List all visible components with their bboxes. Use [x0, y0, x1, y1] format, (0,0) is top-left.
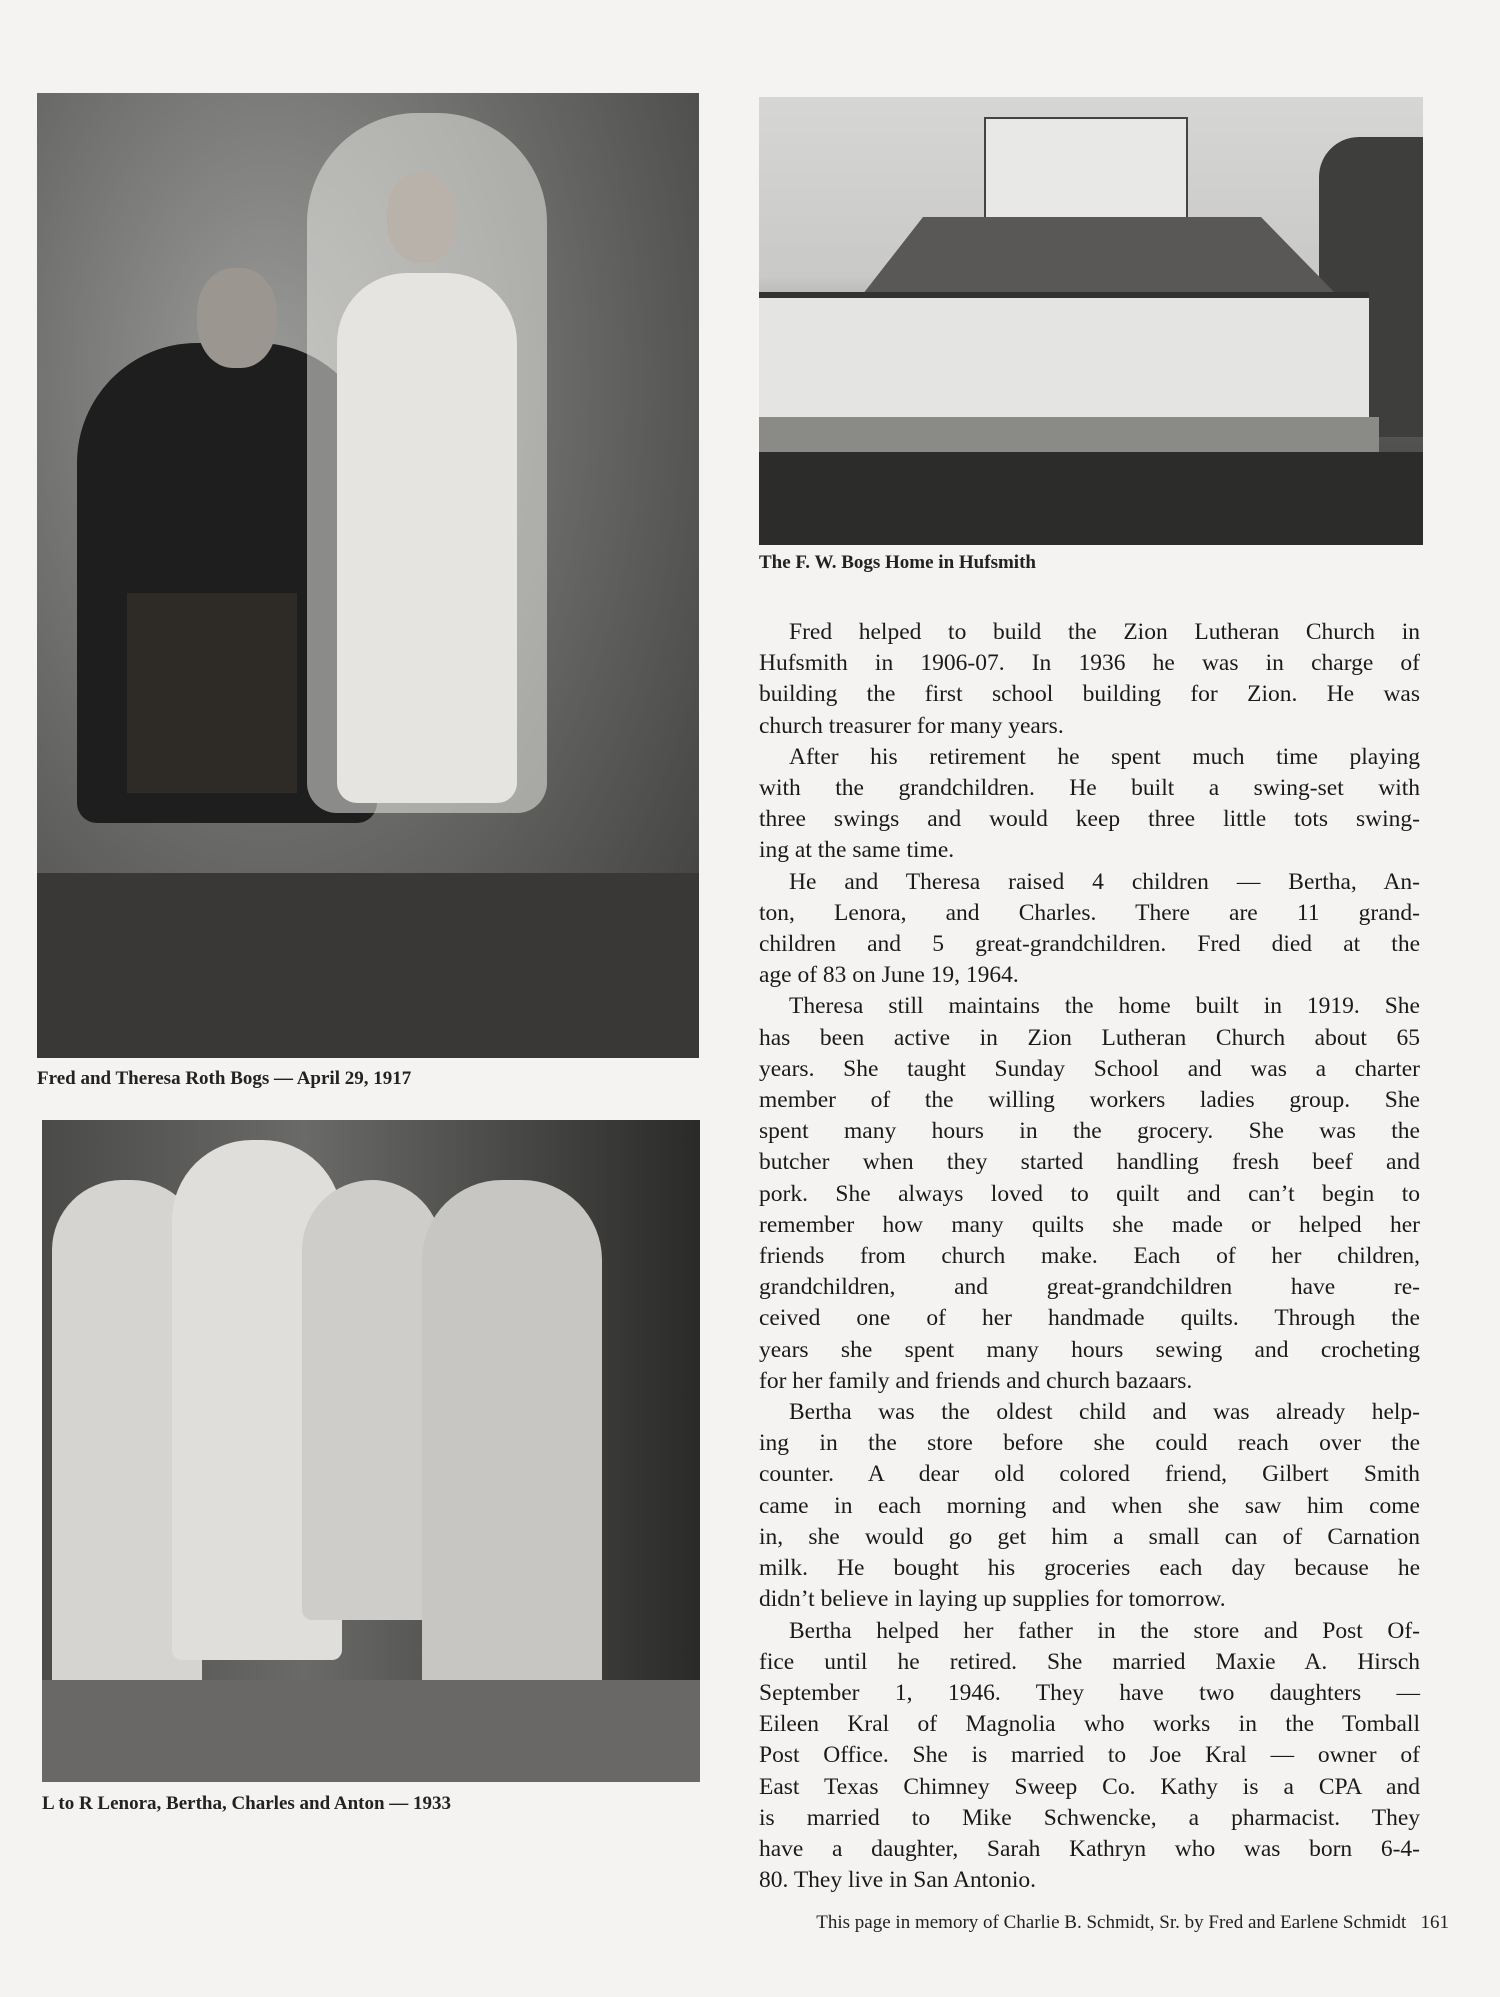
text-line: ceived one of her handmade quilts. Through the [759, 1305, 1420, 1332]
text-line: After his retirement he spent much time playing [789, 743, 1420, 770]
article-paragraph [759, 1397, 1420, 1615]
article-paragraph [759, 991, 1420, 1397]
lawn [759, 452, 1423, 545]
article-paragraph [759, 867, 1420, 992]
text-line: counter. A dear old colored friend, Gilbert Smith [759, 1461, 1420, 1488]
groom-head [197, 268, 277, 368]
text-line: in, she would go get him a small can of Carnation [759, 1523, 1420, 1550]
house-photo-caption: The F. W. Bogs Home in Hufsmith [759, 552, 1036, 573]
text-line: ton, Lenora, and Charles. There are 11 grand- [759, 899, 1420, 926]
text-line: September 1, 1946. They have two daughters — [759, 1679, 1420, 1706]
text-line: grandchildren, and great-grandchildren have re- [759, 1274, 1420, 1301]
bride-head [387, 173, 457, 263]
dedication-text: This page in memory of Charlie B. Schmidt, Sr. by Fred and Earlene Schmidt [816, 1912, 1407, 1933]
text-line: years she spent many hours sewing and crocheting [759, 1336, 1420, 1363]
text-line: for her family and friends and church bazaars. [759, 1367, 1193, 1394]
text-line: friends from church make. Each of her children, [759, 1243, 1420, 1270]
text-line: milk. He bought his groceries each day because he [759, 1555, 1420, 1582]
text-line: remember how many quilts she made or helped her [759, 1211, 1420, 1238]
text-line: is married to Mike Schwencke, a pharmacist. They [759, 1804, 1420, 1831]
text-line: Fred helped to build the Zion Lutheran Church in [789, 619, 1420, 645]
text-line: ing in the store before she could reach over the [759, 1430, 1420, 1457]
text-line: spent many hours in the grocery. She was the [759, 1118, 1420, 1145]
text-line: didn’t believe in laying up supplies for tomorrow. [759, 1586, 1226, 1613]
text-line: East Texas Chimney Sweep Co. Kathy is a CPA and [759, 1773, 1420, 1800]
article-paragraph [759, 1616, 1420, 1897]
text-line: three swings and would keep three little tots swing- [759, 806, 1420, 833]
wedding-photo-caption: Fred and Theresa Roth Bogs — April 29, 1917 [37, 1068, 412, 1089]
flower-beds [759, 417, 1379, 457]
children-photo [42, 1120, 700, 1782]
text-line: has been active in Zion Lutheran Church about 65 [759, 1024, 1420, 1051]
article-paragraph [759, 617, 1420, 742]
text-line: Bertha helped her father in the store and Post Of- [789, 1617, 1420, 1644]
text-line: with the grandchildren. He built a swing-set with [759, 775, 1420, 802]
text-line: Theresa still maintains the home built in 1919. She [789, 993, 1420, 1020]
article-paragraph [759, 742, 1420, 867]
page-footer [816, 1912, 1449, 1934]
porch-step [42, 1680, 700, 1782]
text-line: have a daughter, Sarah Kathryn who was born 6-4- [759, 1835, 1420, 1862]
child-anton [422, 1180, 602, 1760]
text-line: ing at the same time. [759, 837, 955, 864]
article-text [759, 617, 1420, 1896]
wedding-photo [37, 93, 699, 1058]
text-line: Hufsmith in 1906-07. In 1936 he was in charge of [759, 650, 1420, 677]
text-line: Bertha was the oldest child and was already help- [789, 1399, 1420, 1426]
children-photo-caption: L to R Lenora, Bertha, Charles and Anton — 1933 [42, 1793, 452, 1814]
text-line: age of 83 on June 19, 1964. [759, 962, 1019, 989]
house-photo [759, 97, 1423, 545]
child-charles [302, 1180, 442, 1620]
text-line: Eileen Kral of Magnolia who works in the Tomball [759, 1711, 1420, 1738]
text-line: years. She taught Sunday School and was a charter [759, 1055, 1420, 1082]
text-line: fice until he retired. She married Maxie A. Hirsch [759, 1648, 1420, 1675]
text-line: 80. They live in San Antonio. [759, 1867, 1036, 1894]
text-line: member of the willing workers ladies group. She [759, 1087, 1420, 1114]
text-line: He and Theresa raised 4 children — Bertha, An- [789, 868, 1420, 895]
text-line: church treasurer for many years. [759, 712, 1064, 739]
text-line: building the first school building for Zion. He was [759, 681, 1420, 708]
text-line: butcher when they started handling fresh beef and [759, 1149, 1420, 1176]
text-line: pork. She always loved to quilt and can’t begin to [759, 1180, 1420, 1207]
floor [37, 873, 699, 1058]
bride-dress [337, 273, 517, 803]
chair [127, 593, 297, 793]
page-number: 161 [1420, 1912, 1449, 1933]
roof [819, 217, 1339, 297]
text-line: Post Office. She is married to Joe Kral — owner of [759, 1742, 1420, 1769]
text-line: came in each morning and when she saw him come [759, 1492, 1420, 1519]
house-walls [759, 292, 1369, 433]
text-line: children and 5 great-grandchildren. Fred died at the [759, 931, 1420, 958]
